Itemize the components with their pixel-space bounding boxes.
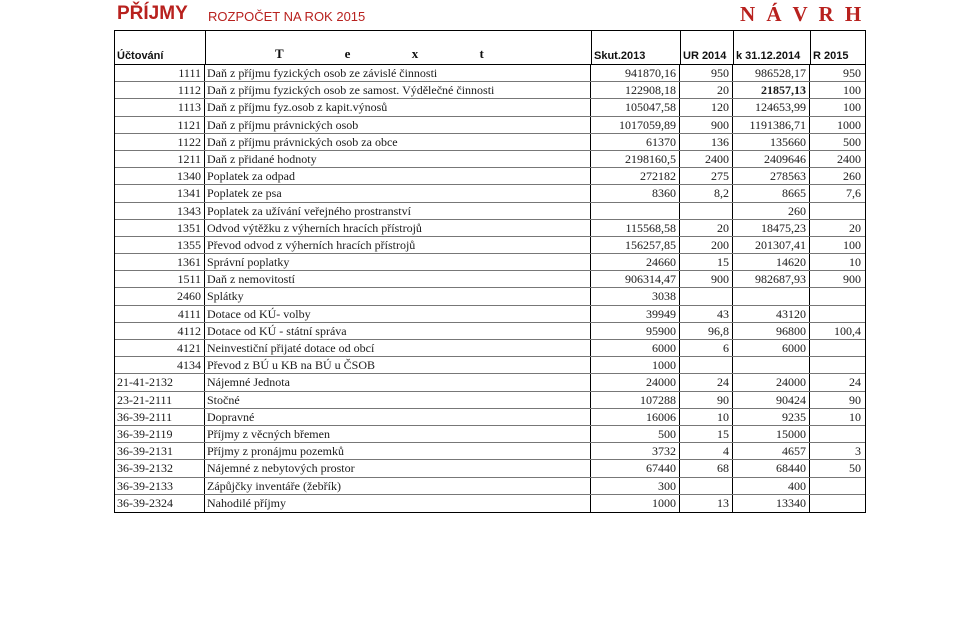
cell-r2015: 20 <box>849 220 861 235</box>
cell-k31: 124653,99 <box>733 99 810 115</box>
cell-account: 36-39-2133 <box>115 478 205 494</box>
cell-ur-2014: 900 <box>680 271 733 287</box>
table-row <box>115 134 865 151</box>
cell-account: 36-39-2111 <box>115 409 205 425</box>
cell-r2015: 50 <box>849 461 861 476</box>
cell-r2015: 100,4 <box>834 323 861 338</box>
cell-r2015: 100 <box>843 100 861 115</box>
cell-text: Poplatek ze psa <box>205 185 591 201</box>
cell-account: 1111 <box>115 65 205 81</box>
cell-account: 1343 <box>115 203 205 219</box>
cell-text: Správní poplatky <box>205 254 591 270</box>
table-row <box>115 185 865 202</box>
cell-account: 1122 <box>115 134 205 150</box>
table-row <box>115 237 865 254</box>
page-title: PŘÍJMY <box>117 3 188 24</box>
cell-ur-2014: 20 <box>680 220 733 236</box>
cell-k31: 260 <box>733 203 810 219</box>
cell-k31: 1191386,71 <box>733 117 810 133</box>
cell-skut-2013: 156257,85 <box>591 237 680 253</box>
cell-ur-2014 <box>680 478 733 494</box>
cell-skut-2013: 95900 <box>591 323 680 339</box>
cell-k31: 278563 <box>733 168 810 184</box>
cell-text: Zápůjčky inventáře (žebřík) <box>205 478 591 494</box>
budget-table <box>114 30 866 513</box>
cell-k31 <box>733 288 810 304</box>
cell-ur-2014: 275 <box>680 168 733 184</box>
cell-account: 1511 <box>115 271 205 287</box>
cell-text: Daň z přidané hodnoty <box>205 151 591 167</box>
cell-ur-2014: 15 <box>680 426 733 442</box>
cell-ur-2014: 90 <box>680 392 733 408</box>
cell-k31: 982687,93 <box>733 271 810 287</box>
cell-text: Odvod výtěžku z výherních hracích přístrojů <box>205 220 591 236</box>
cell-ur-2014: 43 <box>680 306 733 322</box>
table-row <box>115 99 865 116</box>
cell-skut-2013 <box>591 203 680 219</box>
cell-account: 36-39-2131 <box>115 443 205 459</box>
table-row <box>115 460 865 477</box>
cell-account: 1361 <box>115 254 205 270</box>
status-label: N Á V R H <box>740 2 865 26</box>
table-header <box>115 31 865 65</box>
cell-ur-2014: 950 <box>680 65 733 81</box>
cell-r2015: 3 <box>855 444 861 459</box>
cell-text: Příjmy z věcných břemen <box>205 426 591 442</box>
cell-k31: 400 <box>733 478 810 494</box>
cell-ur-2014: 120 <box>680 99 733 115</box>
cell-account: 21-41-2132 <box>115 374 205 390</box>
cell-r2015: 90 <box>849 392 861 407</box>
table-row <box>115 306 865 323</box>
cell-ur-2014: 13 <box>680 495 733 512</box>
cell-text: Daň z nemovitostí <box>205 271 591 287</box>
cell-text: Nájemné z nebytových prostor <box>205 460 591 476</box>
cell-account: 1341 <box>115 185 205 201</box>
cell-account: 1340 <box>115 168 205 184</box>
cell-account: 1113 <box>115 99 205 115</box>
cell-skut-2013: 24000 <box>591 374 680 390</box>
cell-r2015: 100 <box>843 237 861 252</box>
cell-skut-2013: 1000 <box>591 495 680 512</box>
page-subtitle: ROZPOČET NA ROK 2015 <box>208 9 366 24</box>
cell-text: Nahodilé příjmy <box>205 495 591 512</box>
cell-text: Splátky <box>205 288 591 304</box>
cell-r2015: 100 <box>843 83 861 98</box>
cell-k31: 201307,41 <box>733 237 810 253</box>
cell-text: Dopravné <box>205 409 591 425</box>
cell-account: 4121 <box>115 340 205 356</box>
cell-skut-2013: 500 <box>591 426 680 442</box>
cell-ur-2014 <box>680 288 733 304</box>
cell-skut-2013: 8360 <box>591 185 680 201</box>
cell-skut-2013: 24660 <box>591 254 680 270</box>
header-skut-2013: Skut.2013 <box>594 50 646 62</box>
table-row <box>115 168 865 185</box>
header-r2015: R 2015 <box>813 50 849 62</box>
table-row <box>115 478 865 495</box>
cell-skut-2013: 906314,47 <box>591 271 680 287</box>
table-row <box>115 495 865 512</box>
header-k31: k 31.12.2014 <box>736 50 801 62</box>
table-row <box>115 271 865 288</box>
cell-ur-2014: 8,2 <box>680 185 733 201</box>
cell-r2015: 950 <box>843 66 861 80</box>
cell-k31: 96800 <box>733 323 810 339</box>
cell-k31: 68440 <box>733 460 810 476</box>
cell-skut-2013: 272182 <box>591 168 680 184</box>
cell-skut-2013: 941870,16 <box>591 65 680 81</box>
cell-ur-2014: 24 <box>680 374 733 390</box>
cell-ur-2014 <box>680 203 733 219</box>
cell-r2015 <box>810 478 864 494</box>
cell-k31: 13340 <box>733 495 810 512</box>
table-row <box>115 254 865 271</box>
cell-account: 36-39-2119 <box>115 426 205 442</box>
cell-account: 4112 <box>115 323 205 339</box>
cell-r2015: 24 <box>849 375 861 390</box>
cell-skut-2013: 61370 <box>591 134 680 150</box>
table-row <box>115 409 865 426</box>
cell-r2015 <box>810 203 864 219</box>
cell-r2015 <box>810 340 864 356</box>
cell-k31: 986528,17 <box>733 65 810 81</box>
cell-text: Dotace od KÚ- volby <box>205 306 591 322</box>
table-row <box>115 203 865 220</box>
cell-r2015: 2400 <box>837 151 861 166</box>
cell-k31: 24000 <box>733 374 810 390</box>
cell-text: Převod z BÚ u KB na BÚ u ČSOB <box>205 357 591 373</box>
cell-r2015: 10 <box>849 255 861 270</box>
cell-skut-2013: 3038 <box>591 288 680 304</box>
cell-k31: 135660 <box>733 134 810 150</box>
cell-text: Nájemné Jednota <box>205 374 591 390</box>
cell-text: Daň z příjmu fyzických osob ze samost. Výdělečné činnosti <box>205 82 591 98</box>
table-row <box>115 443 865 460</box>
header-text: T e x t <box>275 46 506 61</box>
cell-skut-2013: 67440 <box>591 460 680 476</box>
table-row <box>115 82 865 99</box>
cell-r2015: 1000 <box>837 117 861 132</box>
table-row <box>115 392 865 409</box>
cell-text: Stočné <box>205 392 591 408</box>
table-row <box>115 220 865 237</box>
cell-k31: 4657 <box>733 443 810 459</box>
cell-skut-2013: 1000 <box>591 357 680 373</box>
cell-ur-2014: 96,8 <box>680 323 733 339</box>
cell-ur-2014: 2400 <box>680 151 733 167</box>
cell-ur-2014: 136 <box>680 134 733 150</box>
table-row <box>115 426 865 443</box>
cell-account: 36-39-2324 <box>115 495 205 512</box>
cell-account: 23-21-2111 <box>115 392 205 408</box>
cell-skut-2013: 300 <box>591 478 680 494</box>
header-ucet: Účtování <box>117 50 164 62</box>
cell-r2015: 10 <box>849 409 861 424</box>
cell-skut-2013: 115568,58 <box>591 220 680 236</box>
cell-r2015 <box>810 306 864 322</box>
table-row <box>115 374 865 391</box>
cell-r2015: 7,6 <box>846 186 861 201</box>
cell-r2015 <box>810 495 864 512</box>
cell-ur-2014: 10 <box>680 409 733 425</box>
cell-account: 36-39-2132 <box>115 460 205 476</box>
cell-k31: 90424 <box>733 392 810 408</box>
cell-text: Daň z příjmu právnických osob <box>205 117 591 133</box>
cell-account: 1121 <box>115 117 205 133</box>
cell-text: Dotace od KÚ - státní správa <box>205 323 591 339</box>
cell-k31: 15000 <box>733 426 810 442</box>
cell-r2015 <box>810 357 864 373</box>
header-ur-2014: UR 2014 <box>683 50 727 62</box>
cell-r2015: 900 <box>843 272 861 287</box>
cell-r2015: 260 <box>843 169 861 184</box>
cell-k31: 9235 <box>733 409 810 425</box>
cell-skut-2013: 1017059,89 <box>591 117 680 133</box>
table-row <box>115 323 865 340</box>
cell-skut-2013: 39949 <box>591 306 680 322</box>
cell-ur-2014: 200 <box>680 237 733 253</box>
table-row <box>115 65 865 82</box>
cell-text: Daň z příjmu právnických osob za obce <box>205 134 591 150</box>
cell-ur-2014: 6 <box>680 340 733 356</box>
cell-account: 4111 <box>115 306 205 322</box>
cell-k31: 18475,23 <box>733 220 810 236</box>
cell-k31 <box>733 357 810 373</box>
cell-r2015 <box>810 288 864 304</box>
cell-k31: 43120 <box>733 306 810 322</box>
cell-skut-2013: 3732 <box>591 443 680 459</box>
cell-ur-2014: 20 <box>680 82 733 98</box>
cell-skut-2013: 16006 <box>591 409 680 425</box>
cell-text: Příjmy z pronájmu pozemků <box>205 443 591 459</box>
cell-account: 4134 <box>115 357 205 373</box>
cell-skut-2013: 6000 <box>591 340 680 356</box>
cell-k31: 21857,13 <box>733 82 810 98</box>
cell-account: 2460 <box>115 288 205 304</box>
cell-r2015 <box>810 426 864 442</box>
cell-ur-2014: 4 <box>680 443 733 459</box>
table-row <box>115 151 865 168</box>
cell-r2015: 500 <box>843 134 861 149</box>
cell-ur-2014: 68 <box>680 460 733 476</box>
cell-text: Neinvestiční přijaté dotace od obcí <box>205 340 591 356</box>
table-row <box>115 357 865 374</box>
table-row <box>115 117 865 134</box>
cell-text: Poplatek za odpad <box>205 168 591 184</box>
cell-k31: 2409646 <box>733 151 810 167</box>
table-row <box>115 288 865 305</box>
cell-k31: 14620 <box>733 254 810 270</box>
cell-account: 1355 <box>115 237 205 253</box>
cell-skut-2013: 122908,18 <box>591 82 680 98</box>
cell-skut-2013: 107288 <box>591 392 680 408</box>
table-row <box>115 340 865 357</box>
cell-text: Daň z příjmu fyzických osob ze závislé činnosti <box>205 65 591 81</box>
cell-k31: 8665 <box>733 185 810 201</box>
cell-account: 1211 <box>115 151 205 167</box>
cell-ur-2014: 900 <box>680 117 733 133</box>
cell-text: Daň z příjmu fyz.osob z kapit.výnosů <box>205 99 591 115</box>
cell-ur-2014: 15 <box>680 254 733 270</box>
cell-text: Převod odvod z výherních hracích přístrojů <box>205 237 591 253</box>
table-body <box>115 65 865 512</box>
cell-k31: 6000 <box>733 340 810 356</box>
cell-account: 1351 <box>115 220 205 236</box>
cell-ur-2014 <box>680 357 733 373</box>
cell-text: Poplatek za užívání veřejného prostranství <box>205 203 591 219</box>
cell-skut-2013: 2198160,5 <box>591 151 680 167</box>
cell-account: 1112 <box>115 82 205 98</box>
cell-skut-2013: 105047,58 <box>591 99 680 115</box>
